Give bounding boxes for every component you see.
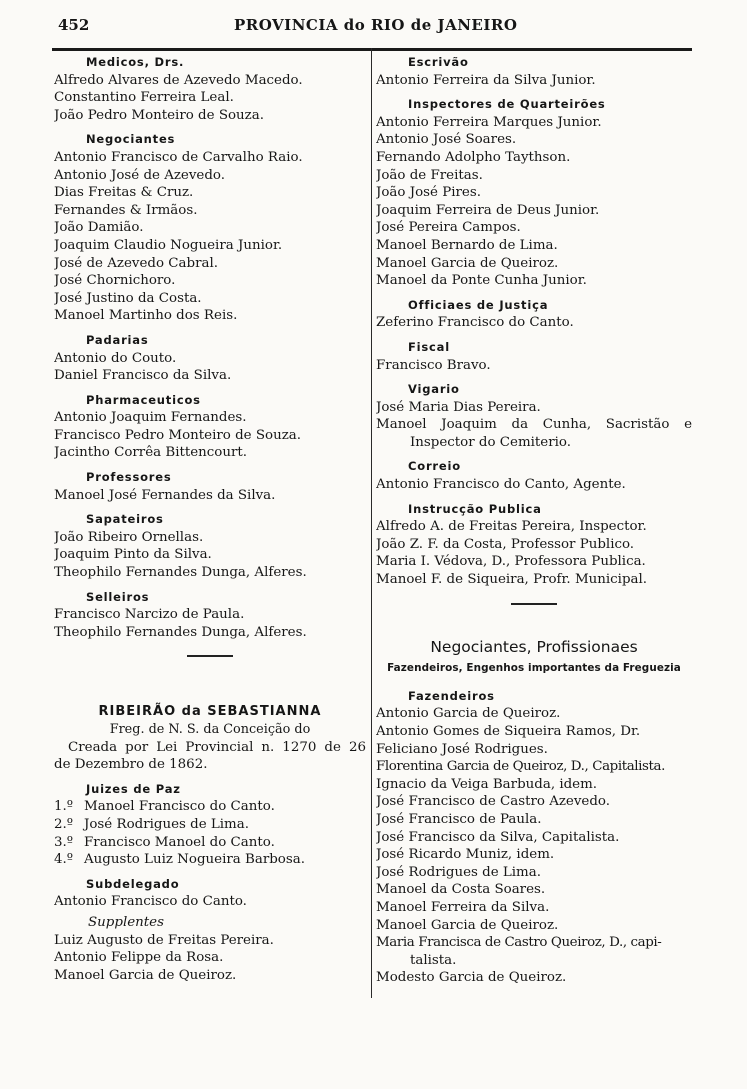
list-item: Joaquim Ferreira de Deus Junior.	[376, 202, 600, 218]
list-item: Francisco Narcizo de Paula.	[54, 607, 245, 623]
list-item: Florentina Garcia de Queiroz, D., Capitalista.	[376, 759, 665, 775]
section-title: Negociantes, Profissionaes	[430, 637, 638, 656]
parish-creation-line: Creada por Lei Provincial n. 1270 de 26	[68, 739, 366, 755]
list-item: Alfredo A. de Freitas Pereira, Inspector.	[376, 519, 647, 535]
list-item: Theophilo Fernandes Dunga, Alferes.	[54, 624, 307, 640]
separator-rule	[187, 655, 233, 657]
list-item: Zeferino Francisco do Canto.	[376, 315, 574, 331]
list-item: Manoel da Ponte Cunha Junior.	[376, 273, 587, 289]
list-item: Antonio Gomes de Siqueira Ramos, Dr.	[376, 724, 641, 739]
list-item: Manoel Garcia de Queiroz.	[54, 967, 237, 983]
list-item: Antonio Felippe da Rosa.	[54, 950, 224, 966]
judge-name: Francisco Manoel do Canto.	[84, 834, 275, 850]
section-heading: Fiscal	[408, 339, 450, 354]
list-item: Dias Freitas & Cruz.	[54, 185, 194, 201]
section-heading: Fazendeiros	[408, 688, 495, 703]
list-item: João Damião.	[54, 220, 144, 236]
list-item: Antonio Francisco de Carvalho Raio.	[54, 149, 303, 165]
list-item: Antonio Ferreira Marques Junior.	[376, 114, 602, 130]
list-item: Manoel Garcia de Queiroz.	[376, 917, 559, 933]
judge-name: Augusto Luiz Nogueira Barbosa.	[84, 852, 305, 868]
list-item: Manoel Garcia de Queiroz.	[376, 255, 559, 271]
list-item: Manoel Joaquim da Cunha, Sacristão e	[376, 417, 692, 433]
section-heading: Officiaes de Justiça	[408, 297, 549, 312]
list-item: Fernando Adolpho Taythson.	[376, 149, 571, 165]
section-heading: Inspectores de Quarteirões	[408, 97, 606, 112]
list-item: Joaquim Pinto da Silva.	[54, 547, 212, 563]
section-heading: Padarias	[86, 332, 149, 347]
list-item: José Rodrigues de Lima.	[376, 864, 541, 880]
list-item: José Francisco de Paula.	[376, 811, 542, 827]
list-item: Daniel Francisco da Silva.	[54, 368, 232, 384]
list-item: Maria I. Védova, D., Professora Publica.	[376, 554, 646, 570]
list-item	[54, 851, 366, 869]
left-column	[54, 54, 366, 984]
judge-name: Manoel Francisco do Canto.	[84, 799, 275, 815]
list-item: Manoel José Fernandes da Silva.	[54, 487, 276, 503]
section-heading: Escrivão	[408, 55, 469, 69]
list-item: Joaquim Claudio Nogueira Junior.	[54, 237, 283, 253]
ordinal: 1.º	[54, 799, 74, 815]
section-heading: Pharmaceuticos	[86, 392, 201, 407]
ordinal: 2.º	[54, 816, 74, 832]
page-number: 452	[58, 16, 90, 34]
list-item: Constantino Ferreira Leal.	[54, 90, 234, 106]
list-item: Francisco Bravo.	[376, 357, 491, 373]
list-item: Theophilo Fernandes Dunga, Alferes.	[54, 565, 307, 581]
separator-rule	[511, 603, 557, 605]
list-item	[54, 798, 366, 816]
section-subtitle: Fazendeiros, Engenhos importantes da Freguezia	[387, 662, 681, 675]
list-item: João José Pires.	[376, 185, 481, 201]
list-item: Manoel F. de Siqueira, Profr. Municipal.	[376, 572, 648, 588]
list-item: Alfredo Alvares de Azevedo Macedo.	[54, 72, 303, 88]
list-item: Antonio José de Azevedo.	[54, 167, 225, 183]
list-item: Antonio Ferreira da Silva Junior.	[376, 72, 596, 88]
list-item: João Ribeiro Ornellas.	[54, 529, 204, 545]
list-item-continuation: talista.	[410, 952, 457, 968]
list-item: Modesto Garcia de Queiroz.	[376, 970, 567, 986]
list-item: José Pereira Campos.	[376, 220, 521, 236]
list-item: Jacintho Corrêa Bittencourt.	[54, 445, 248, 461]
header-rule	[52, 48, 692, 51]
list-item: Manoel da Costa Soares.	[376, 882, 546, 898]
page-title: PROVINCIA do RIO de JANEIRO	[234, 16, 518, 34]
list-item: José Francisco da Silva, Capitalista.	[376, 829, 620, 845]
list-item	[54, 834, 366, 852]
list-item: José Ricardo Muniz, idem.	[376, 847, 555, 863]
section-heading: Professores	[86, 470, 172, 485]
parish-creation-line: de Dezembro de 1862.	[54, 757, 208, 773]
judge-name: José Rodrigues de Lima.	[84, 816, 249, 832]
list-item: Antonio Francisco do Canto, Agente.	[376, 477, 626, 493]
section-heading: Vigario	[408, 382, 460, 397]
list-item: José Chornichoro.	[54, 273, 176, 289]
section-heading: Juizes de Paz	[86, 781, 181, 796]
list-item: Antonio Joaquim Fernandes.	[54, 410, 247, 426]
list-item: Maria Francisca de Castro Queiroz, D., capi-	[376, 935, 662, 951]
list-item: José de Azevedo Cabral.	[54, 255, 218, 271]
list-item: João de Freitas.	[376, 167, 483, 183]
section-heading: Sapateiros	[86, 512, 164, 527]
section-heading: Medicos, Drs.	[86, 55, 185, 69]
right-column	[376, 54, 692, 987]
list-item: José Francisco de Castro Azevedo.	[376, 794, 611, 810]
list-item: Luiz Augusto de Freitas Pereira.	[54, 932, 274, 948]
list-item: João Z. F. da Costa, Professor Publico.	[376, 536, 635, 552]
list-item: João Pedro Monteiro de Souza.	[54, 107, 264, 123]
list-item: Antonio do Couto.	[54, 350, 177, 366]
parish-title: RIBEIRÃO da SEBASTIANNA	[98, 704, 322, 720]
list-item: Francisco Pedro Monteiro de Souza.	[54, 427, 302, 443]
list-item: Antonio José Soares.	[376, 132, 517, 148]
section-heading: Instrucção Publica	[408, 501, 542, 516]
ordinal: 4.º	[54, 852, 74, 868]
list-item: José Justino da Costa.	[54, 290, 202, 306]
column-divider	[371, 48, 372, 998]
parish-subtitle: Freg. de N. S. da Conceição do	[109, 722, 311, 737]
list-item: Manoel Bernardo de Lima.	[376, 237, 558, 253]
section-heading: Subdelegado	[86, 876, 180, 891]
list-item	[54, 816, 366, 834]
list-item: Manoel Ferreira da Silva.	[376, 899, 550, 915]
list-item-continuation: Inspector do Cemiterio.	[410, 434, 571, 450]
ordinal: 3.º	[54, 834, 74, 850]
list-item: Antonio Garcia de Queiroz.	[376, 706, 561, 722]
section-heading: Selleiros	[86, 589, 150, 604]
page-header	[0, 12, 747, 40]
section-heading: Correio	[408, 459, 461, 474]
list-item: Manoel Martinho dos Reis.	[54, 308, 238, 324]
list-item: Antonio Francisco do Canto.	[54, 894, 247, 910]
section-heading: Negociantes	[86, 132, 176, 147]
list-item: Ignacio da Veiga Barbuda, idem.	[376, 776, 598, 792]
list-item: José Maria Dias Pereira.	[376, 399, 541, 415]
list-item: Fernandes & Irmãos.	[54, 202, 198, 218]
list-item: Feliciano José Rodrigues.	[376, 741, 548, 757]
section-heading-italic: Supplentes	[88, 914, 164, 930]
